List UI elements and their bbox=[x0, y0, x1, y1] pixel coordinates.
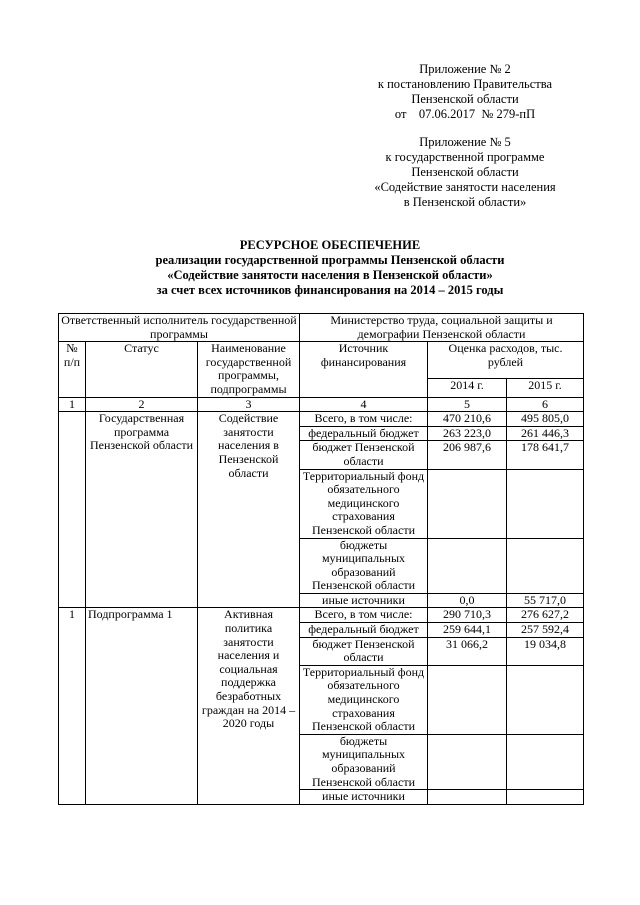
appendix-5-line: в Пензенской области» bbox=[403, 195, 527, 209]
row-number: 1 bbox=[59, 608, 86, 804]
column-number: 1 bbox=[59, 397, 86, 412]
appendix-2-header bbox=[340, 62, 590, 122]
column-number: 6 bbox=[507, 397, 584, 412]
value-cell: 276 627,2 bbox=[507, 608, 584, 623]
responsible-value: Министерство труда, социальной защиты и демографии Пензенской области bbox=[300, 314, 584, 342]
appendix-5-line: к государственной программе bbox=[385, 150, 545, 164]
table-row bbox=[59, 412, 584, 427]
header-row bbox=[59, 342, 584, 378]
year-2014-header: 2014 г. bbox=[428, 378, 507, 397]
value-cell: 19 034,8 bbox=[507, 637, 584, 665]
column-number-row bbox=[59, 397, 584, 412]
name-cell: Активная политика занятости населения и социальная поддержка безработных граждан на 2014 – 2020 годы bbox=[198, 608, 300, 804]
title-line: РЕСУРСНОЕ ОБЕСПЕЧЕНИЕ bbox=[239, 238, 421, 252]
appendix-5-header bbox=[340, 135, 590, 210]
value-cell bbox=[507, 665, 584, 734]
status-cell: Подпрограмма 1 bbox=[86, 608, 198, 804]
value-cell bbox=[507, 538, 584, 593]
column-number: 5 bbox=[428, 397, 507, 412]
value-cell: 206 987,6 bbox=[428, 441, 507, 469]
responsible-row bbox=[59, 314, 584, 342]
column-number: 3 bbox=[198, 397, 300, 412]
value-cell: 263 223,0 bbox=[428, 426, 507, 441]
value-cell bbox=[507, 469, 584, 538]
column-number: 2 bbox=[86, 397, 198, 412]
value-cell bbox=[428, 734, 507, 789]
appendix-2-line: от 07.06.2017 № 279-пП bbox=[394, 107, 536, 121]
year-2015-header: 2015 г. bbox=[507, 378, 584, 397]
source-cell: Территориальный фонд обязательного медицинского страхования Пензенской области bbox=[300, 469, 428, 538]
source-cell: Всего, в том числе: bbox=[300, 608, 428, 623]
column-number: 4 bbox=[300, 397, 428, 412]
responsible-label: Ответственный исполнитель государственной программы bbox=[59, 314, 300, 342]
source-cell: бюджет Пензенской области bbox=[300, 637, 428, 665]
appendix-5-line: «Содействие занятости населения bbox=[374, 180, 556, 194]
appendix-2-line: к постановлению Правительства bbox=[377, 77, 553, 91]
col-status-header: Статус bbox=[86, 342, 198, 397]
value-cell: 495 805,0 bbox=[507, 412, 584, 427]
value-cell bbox=[428, 790, 507, 805]
value-cell bbox=[428, 469, 507, 538]
document-title bbox=[60, 238, 600, 298]
value-cell: 290 710,3 bbox=[428, 608, 507, 623]
source-cell: бюджет Пензенской области bbox=[300, 441, 428, 469]
source-cell: иные источники bbox=[300, 593, 428, 608]
value-cell: 178 641,7 bbox=[507, 441, 584, 469]
appendix-5-line: Приложение № 5 bbox=[419, 135, 511, 149]
resource-table bbox=[58, 313, 584, 805]
value-cell bbox=[507, 734, 584, 789]
source-cell: федеральный бюджет bbox=[300, 623, 428, 638]
col-no-header: № п/п bbox=[59, 342, 86, 397]
appendix-2-line: Приложение № 2 bbox=[419, 62, 511, 76]
title-line: «Содействие занятости населения в Пензенской области» bbox=[167, 268, 493, 282]
source-cell: Территориальный фонд обязательного медицинского страхования Пензенской области bbox=[300, 665, 428, 734]
row-number bbox=[59, 412, 86, 608]
value-cell: 259 644,1 bbox=[428, 623, 507, 638]
source-cell: бюджеты муниципальных образований Пензенской области bbox=[300, 734, 428, 789]
source-cell: Всего, в том числе: bbox=[300, 412, 428, 427]
table-row bbox=[59, 608, 584, 623]
col-name-header: Наименование государственной программы, подпрограммы bbox=[198, 342, 300, 397]
title-line: за счет всех источников финансирования на 2014 – 2015 годы bbox=[156, 283, 504, 297]
value-cell bbox=[428, 665, 507, 734]
value-cell: 470 210,6 bbox=[428, 412, 507, 427]
col-source-header: Источник финансирования bbox=[300, 342, 428, 397]
value-cell: 0,0 bbox=[428, 593, 507, 608]
status-cell: Государственная программа Пензенской области bbox=[86, 412, 198, 608]
source-cell: иные источники bbox=[300, 790, 428, 805]
title-line: реализации государственной программы Пензенской области bbox=[155, 253, 505, 267]
source-cell: бюджеты муниципальных образований Пензенской области bbox=[300, 538, 428, 593]
name-cell: Содействие занятости населения в Пензенской области bbox=[198, 412, 300, 608]
value-cell: 261 446,3 bbox=[507, 426, 584, 441]
col-estimate-header: Оценка расходов, тыс. рублей bbox=[428, 342, 584, 378]
appendix-5-line: Пензенской области bbox=[411, 165, 519, 179]
value-cell: 55 717,0 bbox=[507, 593, 584, 608]
value-cell bbox=[428, 538, 507, 593]
value-cell bbox=[507, 790, 584, 805]
value-cell: 31 066,2 bbox=[428, 637, 507, 665]
appendix-2-line: Пензенской области bbox=[411, 92, 519, 106]
source-cell: федеральный бюджет bbox=[300, 426, 428, 441]
value-cell: 257 592,4 bbox=[507, 623, 584, 638]
